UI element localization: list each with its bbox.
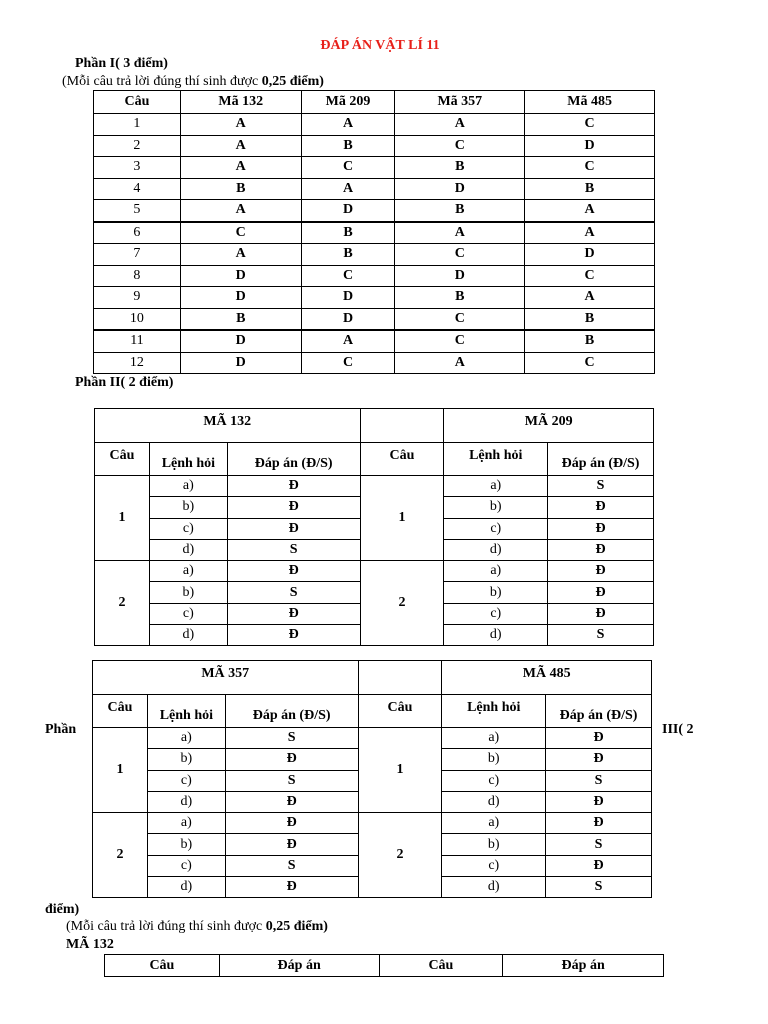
part1-row [94,135,655,157]
part2-answer: Đ [227,603,360,624]
part2-answer: Đ [546,749,652,770]
part2-column-header-row [95,443,654,476]
part1-header-cell: Mã 357 [395,91,525,114]
part1-answer-cell: A [395,114,525,136]
part1-answer-cell: D [301,308,395,330]
part3-heading-left: Phần [45,722,77,737]
part1-answer-cell: A [395,222,525,244]
part1-answer-cell: B [525,330,655,352]
part2-col-cau: Câu [95,443,150,476]
part2-statement-label: b) [442,834,546,855]
part2-item-row [95,476,654,497]
part2-answer: S [227,582,360,603]
part2-right-code: MÃ 209 [444,409,654,443]
part2-statement-label: c) [442,770,546,791]
part1-answer-cell: A [180,244,301,266]
part3-note [66,919,328,935]
part1-answer-cell: D [180,330,301,352]
part2-statement-label: d) [147,791,225,812]
part2-answer: Đ [546,855,652,876]
part1-header-cell: Mã 485 [525,91,655,114]
part2-answer: Đ [548,582,654,603]
part2-statement-label: b) [149,497,227,518]
part2-answer: S [546,770,652,791]
part2-statement-label: d) [149,539,227,560]
part2-statement-label: a) [147,813,225,834]
part1-row [94,265,655,287]
part1-answer-cell: C [301,157,395,179]
part1-answer-cell: C [395,330,525,352]
part2-title-row [93,661,652,695]
part1-answer-cell: A [525,287,655,309]
part1-row [94,157,655,179]
part2-heading: Phần II( 2 điểm) [75,375,174,390]
part1-question-number: 11 [94,330,181,352]
part2-table-357-485 [92,660,652,898]
part2-answer: Đ [546,813,652,834]
part2-statement-label: d) [442,791,546,812]
part1-answer-cell: C [395,244,525,266]
part1-note [62,74,324,90]
part2-statement-label: c) [444,603,548,624]
part1-answer-cell: B [180,308,301,330]
part2-statement-label: c) [149,518,227,539]
part2-statement-label: d) [444,625,548,646]
part1-note-text: (Mỗi câu trả lời đúng thí sinh được [62,74,262,89]
part2-table-132-209 [94,408,654,646]
part2-question-number: 1 [358,728,442,813]
part2-col-dap-an: Đáp án (Đ/S) [546,695,652,728]
part2-question-number: 2 [95,561,150,646]
part1-row [94,200,655,222]
part1-question-number: 6 [94,222,181,244]
part2-statement-label: c) [147,855,225,876]
part3-code: MÃ 132 [66,937,114,952]
part1-answer-cell: D [180,265,301,287]
part1-question-number: 4 [94,178,181,200]
part2-question-number: 2 [93,813,148,898]
part1-header-cell: Mã 132 [180,91,301,114]
part1-question-number: 5 [94,200,181,222]
part1-answer-table [93,90,655,374]
part2-statement-label: a) [442,728,546,749]
part3-header-cau-1: Câu [105,955,220,977]
part1-question-number: 9 [94,287,181,309]
part2-col-lenh-hoi: Lệnh hỏi [444,443,548,476]
part1-row [94,244,655,266]
part1-answer-cell: A [180,135,301,157]
part1-answer-cell: A [525,200,655,222]
part2-answer: Đ [227,476,360,497]
part2-answer: Đ [227,625,360,646]
part2-col-cau: Câu [360,443,444,476]
part2-col-dap-an: Đáp án (Đ/S) [227,443,360,476]
part2-answer: Đ [225,834,358,855]
part1-note-points: 0,25 điểm) [261,74,324,89]
part1-heading: Phần I( 3 điểm) [75,56,168,71]
part2-answer: Đ [225,749,358,770]
part1-answer-cell: A [525,222,655,244]
part1-answer-cell: B [301,135,395,157]
part1-row [94,178,655,200]
part1-question-number: 7 [94,244,181,266]
part1-question-number: 3 [94,157,181,179]
part2-statement-label: a) [149,561,227,582]
part1-answer-cell: B [395,287,525,309]
part2-statement-label: a) [147,728,225,749]
part1-answer-cell: B [525,178,655,200]
part1-row [94,308,655,330]
part1-header-row [94,91,655,114]
part1-row [94,114,655,136]
part2-statement-label: d) [444,539,548,560]
part1-question-number: 2 [94,135,181,157]
part1-answer-cell: C [180,222,301,244]
part2-answer: S [546,877,652,898]
part2-statement-label: c) [444,518,548,539]
part2-answer: Đ [227,518,360,539]
part1-answer-cell: A [180,200,301,222]
part2-answer: S [225,770,358,791]
part2-answer: S [227,539,360,560]
part2-col-dap-an: Đáp án (Đ/S) [225,695,358,728]
part2-answer: Đ [548,497,654,518]
part1-row [94,222,655,244]
part3-header-cau-2: Câu [379,955,503,977]
part2-column-header-row [93,695,652,728]
part1-answer-cell: B [180,178,301,200]
part1-answer-cell: D [180,287,301,309]
part2-question-number: 1 [93,728,148,813]
part2-col-lenh-hoi: Lệnh hỏi [442,695,546,728]
part2-statement-label: b) [444,582,548,603]
part2-col-cau: Câu [93,695,148,728]
part3-header-dapan-2: Đáp án [503,955,664,977]
part2-answer: Đ [225,877,358,898]
part2-col-lenh-hoi: Lệnh hỏi [149,443,227,476]
part1-answer-cell: C [525,265,655,287]
part2-answer: S [225,855,358,876]
part1-question-number: 1 [94,114,181,136]
part2-statement-label: c) [147,770,225,791]
part3-note-text: (Mỗi câu trả lời đúng thí sinh được [66,919,266,934]
part2-question-number: 2 [358,813,442,898]
part1-answer-cell: A [301,178,395,200]
part2-left-code: MÃ 357 [93,661,359,695]
part2-item-row [93,728,652,749]
part1-answer-cell: B [301,222,395,244]
part2-answer: S [225,728,358,749]
part1-answer-cell: A [395,352,525,374]
part1-answer-cell: C [525,352,655,374]
part1-answer-cell: B [395,157,525,179]
part1-answer-cell: D [525,244,655,266]
part1-answer-cell: C [395,135,525,157]
part3-header-row [105,955,664,977]
part3-answer-table [104,954,664,977]
part1-answer-cell: A [180,157,301,179]
part1-answer-cell: D [180,352,301,374]
part2-answer: Đ [225,791,358,812]
part2-item-row [93,813,652,834]
part1-answer-cell: C [525,114,655,136]
part2-answer: Đ [546,791,652,812]
part1-answer-cell: A [180,114,301,136]
part1-answer-cell: B [525,308,655,330]
part2-question-number: 1 [360,476,444,561]
part2-statement-label: b) [149,582,227,603]
part1-answer-cell: D [301,287,395,309]
part2-statement-label: b) [147,834,225,855]
part1-answer-cell: D [395,178,525,200]
part2-statement-label: d) [147,877,225,898]
part2-answer: Đ [227,561,360,582]
part1-answer-cell: C [301,352,395,374]
part1-answer-cell: D [525,135,655,157]
part1-row [94,287,655,309]
part2-statement-label: d) [442,877,546,898]
part2-title-row [95,409,654,443]
part2-answer: S [546,834,652,855]
part2-col-cau: Câu [358,695,442,728]
part3-note-points: 0,25 điểm) [265,919,328,934]
part2-left-code: MÃ 132 [95,409,361,443]
part2-statement-label: c) [149,603,227,624]
part2-statement-label: b) [147,749,225,770]
part2-statement-label: a) [444,476,548,497]
part2-question-number: 2 [360,561,444,646]
part1-row [94,330,655,352]
part2-answer: Đ [548,603,654,624]
part3-header-dapan-1: Đáp án [219,955,379,977]
part2-statement-label: a) [444,561,548,582]
part2-statement-label: c) [442,855,546,876]
part3-heading-right: III( 2 [662,722,694,737]
part2-statement-label: a) [149,476,227,497]
part1-question-number: 12 [94,352,181,374]
part1-answer-cell: D [395,265,525,287]
part2-statement-label: a) [442,813,546,834]
part2-statement-label: b) [444,497,548,518]
part3-heading-cont: điểm) [45,902,80,917]
part2-answer: S [548,476,654,497]
part1-answer-cell: C [525,157,655,179]
part1-answer-cell: C [301,265,395,287]
part2-statement-label: b) [442,749,546,770]
part2-spacer-cell [360,409,444,443]
part1-header-cell: Mã 209 [301,91,395,114]
part2-right-code: MÃ 485 [442,661,652,695]
part2-answer: S [548,625,654,646]
part2-answer: Đ [225,813,358,834]
part2-answer: Đ [548,561,654,582]
part1-answer-cell: A [301,330,395,352]
part2-question-number: 1 [95,476,150,561]
part1-answer-cell: A [301,114,395,136]
part2-answer: Đ [227,497,360,518]
part1-question-number: 10 [94,308,181,330]
part2-answer: Đ [548,518,654,539]
part1-answer-cell: C [395,308,525,330]
part1-question-number: 8 [94,265,181,287]
part1-answer-cell: D [301,200,395,222]
part1-answer-cell: B [395,200,525,222]
part2-answer: Đ [548,539,654,560]
part2-item-row [95,561,654,582]
part1-answer-cell: B [301,244,395,266]
part2-answer: Đ [546,728,652,749]
page-title: ĐÁP ÁN VẬT LÍ 11 [320,38,440,53]
part2-spacer-cell [358,661,442,695]
part1-header-cell: Câu [94,91,181,114]
part2-statement-label: d) [149,625,227,646]
part2-col-dap-an: Đáp án (Đ/S) [548,443,654,476]
part2-col-lenh-hoi: Lệnh hỏi [147,695,225,728]
part1-row [94,352,655,374]
